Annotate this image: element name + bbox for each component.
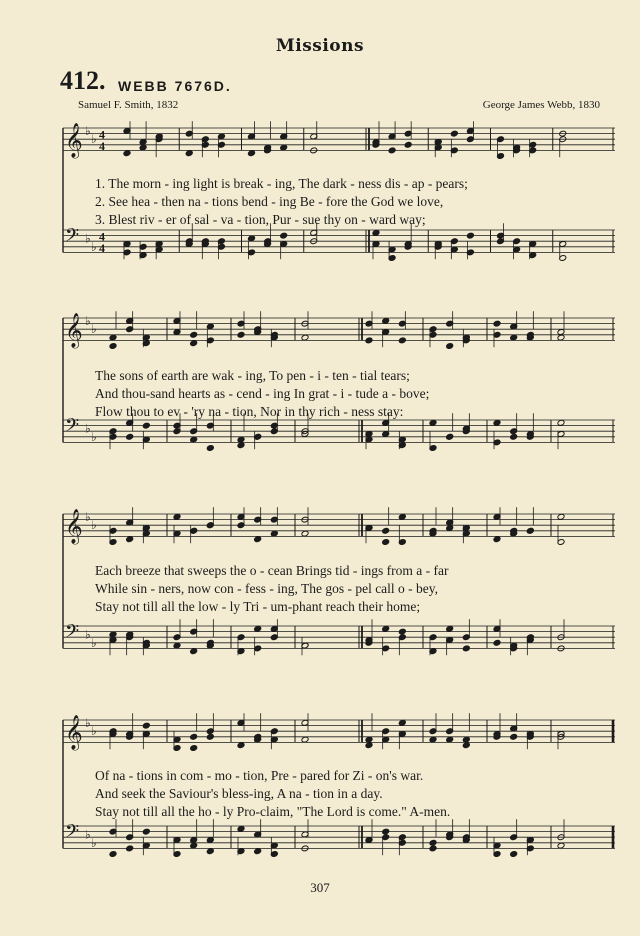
composer-credit: George James Webb, 1830 xyxy=(482,99,600,111)
page-number: 307 xyxy=(310,880,330,895)
tune-name: WEBB 7676D. xyxy=(118,78,232,94)
svg-text:♭: ♭ xyxy=(85,715,91,730)
svg-text:♭: ♭ xyxy=(91,322,97,337)
svg-text:𝄢: 𝄢 xyxy=(65,621,80,647)
svg-text:𝄞: 𝄞 xyxy=(65,508,83,544)
svg-text:𝄢: 𝄢 xyxy=(65,821,80,847)
svg-text:♭: ♭ xyxy=(91,835,97,850)
music-system-2 xyxy=(55,308,620,468)
lyricist-credit: Samuel F. Smith, 1832 xyxy=(78,99,179,111)
lyric-verse-2: 2. See hea - then na - tions bend - ing Be - fore the God we love, xyxy=(95,194,444,209)
svg-text:♭: ♭ xyxy=(85,627,91,642)
music-system-1 xyxy=(55,118,620,268)
svg-text:♭: ♭ xyxy=(85,231,91,246)
svg-text:♭: ♭ xyxy=(91,518,97,533)
lyric-verse-1: Of na - tions in com - mo - tion, Pre - pared for Zi - on's war. xyxy=(95,768,424,783)
lyric-verse-3: Stay not till all the ho - ly Pro-claim, "The Lord is come." A-men. xyxy=(95,804,451,819)
svg-text:♭: ♭ xyxy=(91,239,97,254)
svg-text:♭: ♭ xyxy=(91,132,97,147)
section-title: Missions xyxy=(275,36,365,56)
lyric-verse-3: Flow thou to ev - 'ry na - tion, Nor in thy rich - ness stay: xyxy=(95,404,404,419)
svg-text:𝄞: 𝄞 xyxy=(65,122,83,158)
svg-text:♭: ♭ xyxy=(91,724,97,739)
svg-text:♭: ♭ xyxy=(85,313,91,328)
svg-text:𝄢: 𝄢 xyxy=(65,225,80,251)
lyric-verse-2: And seek the Saviour's bless-ing, A na - tion in a day. xyxy=(95,786,383,801)
svg-text:4: 4 xyxy=(99,240,105,255)
lyric-verse-2: While sin - ners, now con - fess - ing, The gos - pel call o - bey, xyxy=(95,581,439,596)
music-system-3 xyxy=(55,500,620,665)
svg-text:♭: ♭ xyxy=(85,123,91,138)
svg-text:♭: ♭ xyxy=(85,509,91,524)
lyric-verse-1: 1. The morn - ing light is break - ing, The dark - ness dis - ap - pears; xyxy=(95,176,468,191)
svg-text:4: 4 xyxy=(99,138,105,153)
svg-text:𝄞: 𝄞 xyxy=(65,312,83,348)
svg-text:♭: ♭ xyxy=(85,827,91,842)
lyric-verse-3: 3. Blest riv - er of sal - va - tion, Pur - sue thy on - ward way; xyxy=(95,212,426,227)
lyric-verse-2: And thou-sand hearts as - cend - ing In grat - i - tude a - bove; xyxy=(95,386,430,401)
svg-text:𝄞: 𝄞 xyxy=(65,714,83,750)
svg-text:𝄢: 𝄢 xyxy=(65,415,80,441)
lyric-verse-3: Stay not till all the low - ly Tri - um-phant reach their home; xyxy=(95,599,421,614)
hymn-number: 412. xyxy=(60,66,106,95)
svg-text:♭: ♭ xyxy=(85,421,91,436)
svg-text:♭: ♭ xyxy=(91,429,97,444)
lyric-verse-1: Each breeze that sweeps the o - cean Brings tid - ings from a - far xyxy=(95,563,449,578)
lyric-verse-1: The sons of earth are wak - ing, To pen - i - ten - tial tears; xyxy=(95,368,410,383)
svg-text:4: 4 xyxy=(99,127,105,142)
svg-text:4: 4 xyxy=(99,229,105,244)
music-system-4 xyxy=(55,708,620,868)
svg-text:♭: ♭ xyxy=(91,635,97,650)
